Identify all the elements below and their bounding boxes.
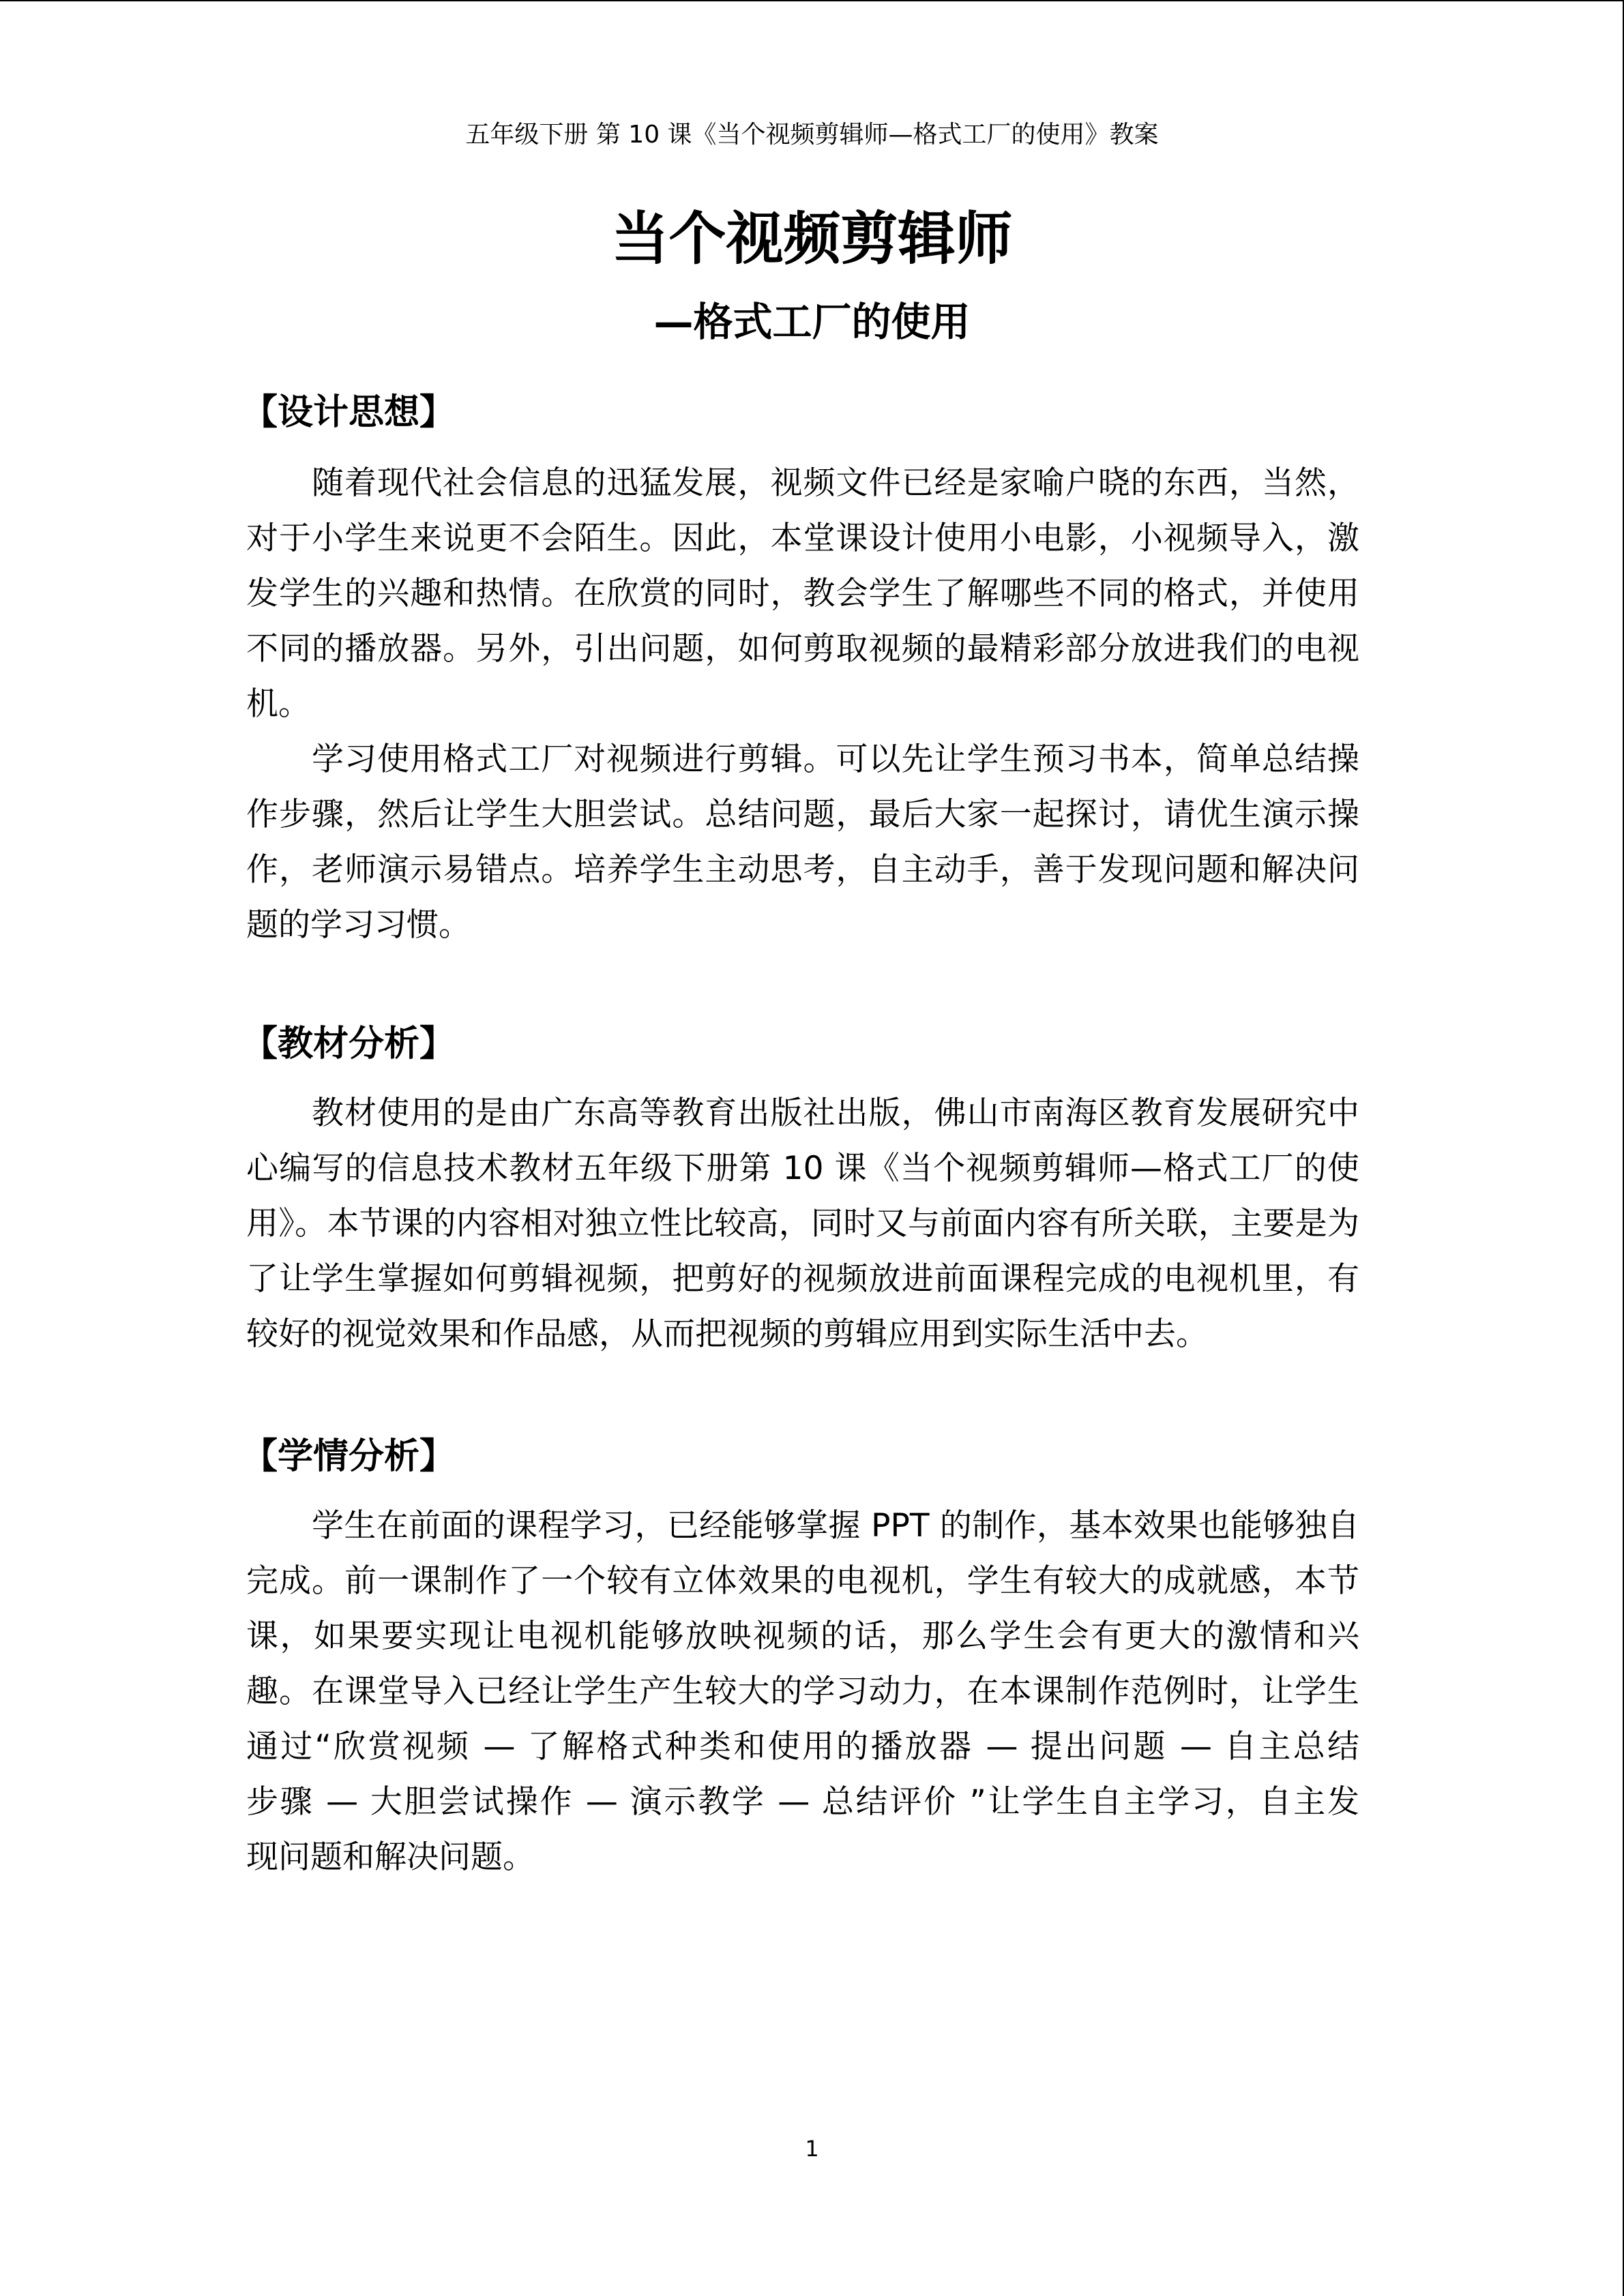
paragraph-line: 较好的视觉效果和作品感，从而把视频的剪辑应用到实际生活中去。 bbox=[246, 1315, 1208, 1353]
paragraph-line: 心编写的信息技术教材五年级下册第 10 课《当个视频剪辑师—格式工厂的使 bbox=[246, 1150, 1359, 1187]
paragraph-line: 课，如果要实现让电视机能够放映视频的话，那么学生会有更大的激情和兴 bbox=[246, 1617, 1359, 1655]
paragraph-line: 对于小学生来说更不会陌生。因此，本堂课设计使用小电影，小视频导入，激 bbox=[246, 520, 1359, 557]
paragraph-line: 教材使用的是由广东高等教育出版社出版，佛山市南海区教育发展研究中 bbox=[312, 1094, 1359, 1132]
paragraph-line: 机。 bbox=[246, 685, 310, 723]
paragraph-line: 步骤 — 大胆尝试操作 — 演示教学 — 总结评价 ”让学生自主学习，自主发 bbox=[246, 1783, 1359, 1821]
section-body-design-idea bbox=[246, 456, 1359, 953]
paragraph-line: 学习使用格式工厂对视频进行剪辑。可以先让学生预习书本，简单总结操 bbox=[312, 741, 1359, 778]
page-number: 1 bbox=[805, 2136, 819, 2162]
document-subtitle: —格式工厂的使用 bbox=[653, 299, 971, 345]
section-heading-student-analysis: 【学情分析】 bbox=[242, 1436, 456, 1477]
paragraph-line: 作步骤，然后让学生大胆尝试。总结问题，最后大家一起探讨，请优生演示操 bbox=[246, 796, 1359, 833]
section-heading-textbook-analysis: 【教材分析】 bbox=[242, 1024, 456, 1064]
running-header: 五年级下册 第 10 课《当个视频剪辑师—格式工厂的使用》教案 bbox=[465, 121, 1159, 149]
document-title: 当个视频剪辑师 bbox=[611, 205, 1013, 272]
paragraph-line: 学生在前面的课程学习，已经能够掌握 PPT 的制作，基本效果也能够独自 bbox=[312, 1507, 1359, 1545]
paragraph-line: 随着现代社会信息的迅猛发展，视频文件已经是家喻户晓的东西，当然， bbox=[312, 464, 1359, 502]
paragraph-line: 趣。在课堂导入已经让学生产生较大的学习动力，在本课制作范例时，让学生 bbox=[246, 1673, 1359, 1710]
paragraph-line: 发学生的兴趣和热情。在欣赏的同时，教会学生了解哪些不同的格式，并使用 bbox=[246, 575, 1359, 612]
paragraph-line: 完成。前一课制作了一个较有立体效果的电视机，学生有较大的成就感，本节 bbox=[246, 1562, 1359, 1600]
paragraph-line: 通过“欣赏视频 — 了解格式种类和使用的播放器 — 提出问题 — 自主总结 bbox=[246, 1728, 1359, 1765]
paragraph-line: 题的学习习惯。 bbox=[246, 906, 471, 944]
paragraph-line: 用》。本节课的内容相对独立性比较高，同时又与前面内容有所关联，主要是为 bbox=[246, 1205, 1359, 1242]
section-heading-design-idea: 【设计思想】 bbox=[242, 392, 456, 433]
section-body-student-analysis bbox=[246, 1498, 1359, 1885]
paragraph-line: 作，老师演示易错点。培养学生主动思考，自主动手，善于发现问题和解决问 bbox=[246, 851, 1359, 889]
paragraph-line: 现问题和解决问题。 bbox=[246, 1838, 535, 1876]
paragraph-line: 不同的播放器。另外，引出问题，如何剪取视频的最精彩部分放进我们的电视 bbox=[246, 630, 1359, 668]
paragraph-line: 了让学生掌握如何剪辑视频，把剪好的视频放进前面课程完成的电视机里，有 bbox=[246, 1260, 1359, 1298]
section-body-textbook-analysis bbox=[246, 1086, 1359, 1362]
